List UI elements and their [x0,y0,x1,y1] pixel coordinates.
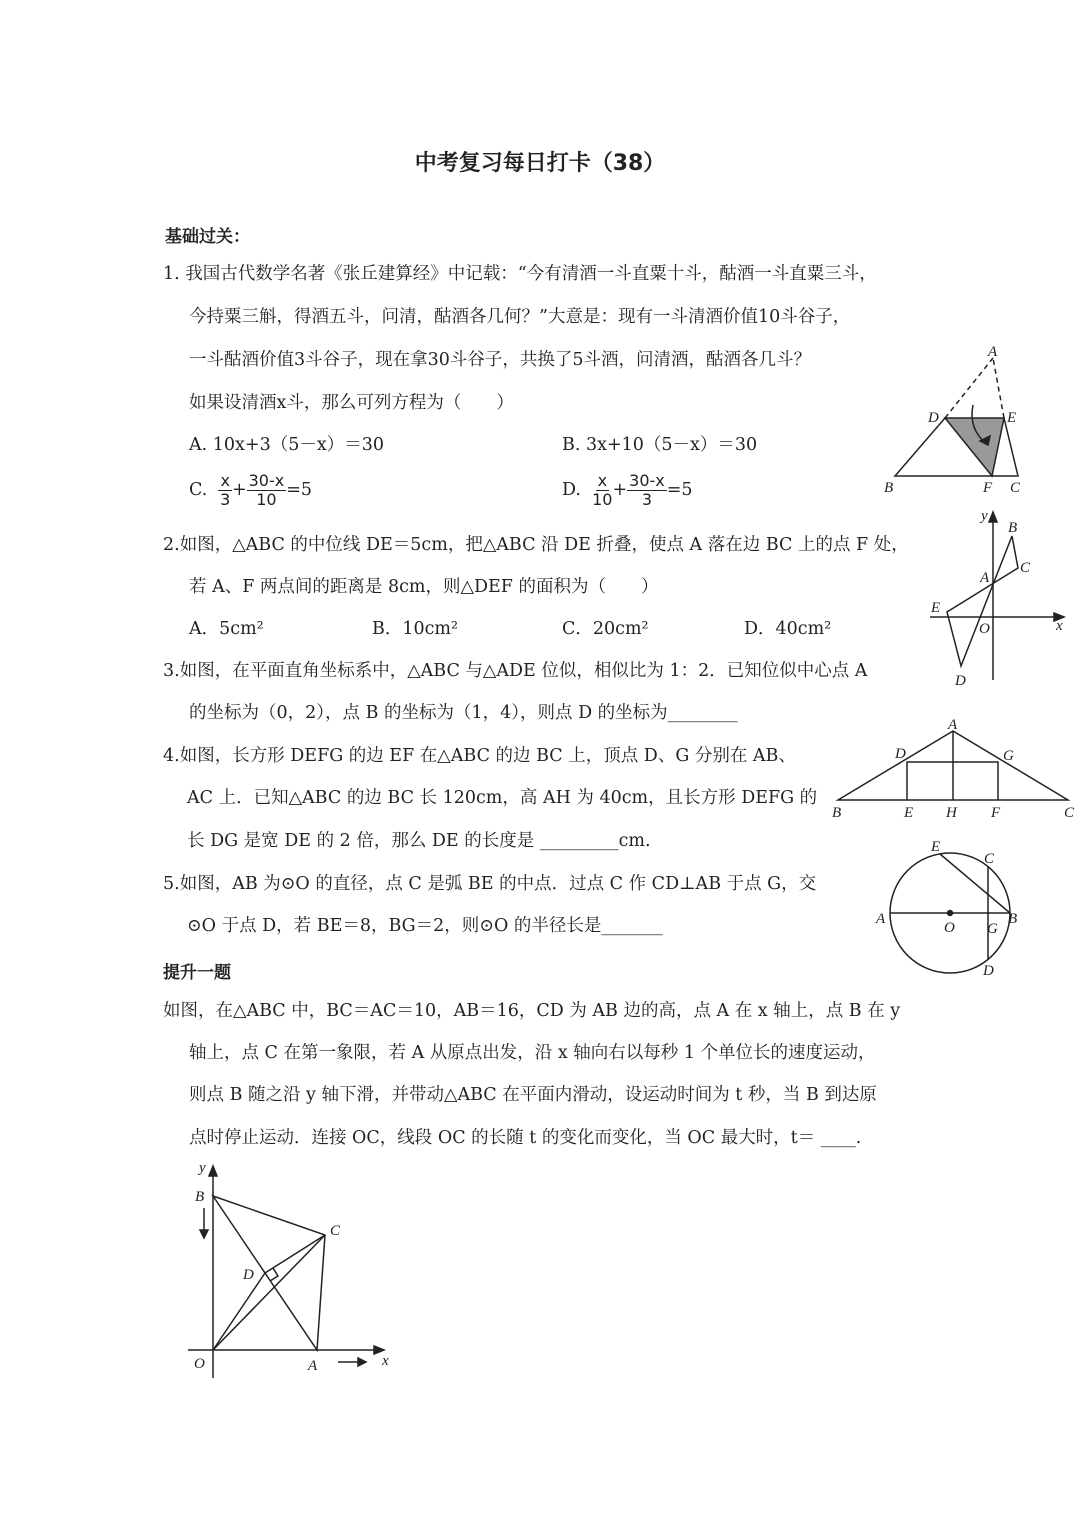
q1-line-2: 今持粟三斛，得酒五斗，问清，酤酒各几何？”大意是：现有一斗清酒价值10斗谷子， [189,307,851,327]
label-e: E [931,839,941,855]
page-title: 中考复习每日打卡（38） [414,151,666,176]
q1-line-3: 一斗酤酒价值3斗谷子，现在拿30斗谷子，共换了5斗酒，问清酒，酤酒各几斗？ [189,350,812,370]
q5-line-1: 5.如图，AB 为⊙O 的直径，点 C 是弧 BE 的中点．过点 C 作 CD⊥AB 于点 G，交 [163,874,817,894]
label-a: A [308,1358,318,1374]
label-d: D [955,673,966,689]
numerator: x [597,471,608,490]
label-b: B [1008,911,1018,927]
label-c: C [984,851,995,867]
label-c: C [1020,560,1031,576]
numerator: x [220,471,230,490]
option-label: C. [189,480,208,500]
denominator: 10 [592,490,613,509]
y-arrow-icon [209,1166,217,1176]
right-arrow-head [358,1358,366,1366]
label-e: E [931,600,941,616]
label-c: C [1010,480,1021,496]
q4-line-3: 长 DG 是宽 DE 的 2 倍，那么 DE 的长度是 _________cm. [187,831,651,851]
label-d: D [243,1267,254,1283]
q2-option-c: C．20cm² [562,619,649,639]
q3-line-2: 的坐标为（0，2），点 B 的坐标为（1，4），则点 D 的坐标为________ [189,703,738,723]
label-g: G [1003,748,1014,764]
segment-oc [213,1235,325,1350]
label-e: E [904,805,914,821]
triangle-abc [213,1196,325,1350]
label-x: x [1056,618,1063,634]
section-advanced-heading: 提升一题 [163,963,231,983]
section-basic-heading: 基础过关： [165,227,250,247]
plus: + [231,480,247,500]
altitude-cd [265,1235,325,1273]
label-c: C [1064,805,1075,821]
label-c: C [330,1223,341,1239]
adv-line-3: 则点 B 随之沿 y 轴下滑，并带动△ABC 在平面内滑动，设运动时间为 t 秒，当 B 到达原 [189,1085,877,1105]
label-y: y [981,508,988,524]
equals: =5 [286,480,313,500]
label-d: D [983,963,994,979]
adv-line-1: 如图，在△ABC 中，BC＝AC＝10，AB＝16，CD 为 AB 边的高，点 A 在 x 轴上，点 B 在 y [163,1001,901,1021]
numerator: 30-x [248,471,285,490]
label-a: A [980,570,990,586]
label-f: F [991,805,1001,821]
denominator: 3 [220,490,231,509]
denominator: 10 [256,490,277,509]
label-x: x [382,1353,389,1369]
q2-line-1: 2.如图，△ABC 的中位线 DE＝5cm，把△ABC 沿 DE 折叠，使点 A 落在边 BC 上的点 F 处， [163,535,909,555]
q1-line-4: 如果设清酒x斗，那么可列方程为（ ） [189,393,514,413]
q2-option-d: D．40cm² [744,619,832,639]
label-o: O [944,920,955,936]
label-a: A [988,344,998,360]
label-e: E [1007,410,1017,426]
label-f: F [983,480,993,496]
q4-line-2: AC 上．已知△ABC 的边 BC 长 120cm，高 AH 为 40cm，且长方形 DEFG 的 [187,788,818,808]
plus: + [612,480,628,500]
option-label: D. [562,480,581,500]
adv-line-4: 点时停止运动．连接 OC，线段 OC 的长随 t 的变化而变化，当 OC 最大时，t＝ ____. [189,1128,862,1148]
label-o: O [979,621,990,637]
down-arrow-head [200,1230,208,1238]
label-b: B [1008,520,1018,536]
q3-line-1: 3.如图，在平面直角坐标系中，△ABC 与△ADE 位似，相似比为 1：2．已知位似中心点 A [163,661,868,681]
label-h: H [946,805,957,821]
numerator: 30-x [629,471,665,490]
equals: =5 [666,480,693,500]
label-d: D [895,746,906,762]
label-y: y [199,1160,206,1176]
q5-line-2: ⊙O 于点 D，若 BE＝8，BG＝2，则⊙O 的半径长是_______ [187,916,663,936]
q1-line-1: 1. 我国古代数学名著《张丘建算经》中记载：“今有清酒一斗直粟十斗，酤酒一斗直粟三斗， [163,264,877,284]
q2-option-b: B．10cm² [372,619,459,639]
q2-option-a: A．5cm² [189,619,264,639]
label-b: B [195,1189,205,1205]
q2-line-2: 若 A、F 两点间的距离是 8cm，则△DEF 的面积为（ ） [189,577,659,597]
label-b: B [832,805,842,821]
label-o: O [194,1356,205,1372]
label-g: G [987,921,998,937]
denominator: 3 [641,490,653,509]
adv-line-2: 轴上，点 C 在第一象限，若 A 从原点出发，沿 x 轴向右以每秒 1 个单位长的速度运动， [189,1043,876,1063]
label-a: A [948,717,958,733]
label-a: A [876,911,886,927]
label-b: B [884,480,894,496]
q4-line-1: 4.如图，长方形 DEFG 的边 EF 在△ABC 的边 BC 上，顶点 D、G 分别在 AB、 [163,746,796,766]
q1-option-b: B. 3x+10（5－x）＝30 [562,435,758,455]
q1-option-a: A. 10x+3（5－x）＝30 [189,435,384,455]
label-d: D [928,410,939,426]
segment-od [213,1273,265,1350]
